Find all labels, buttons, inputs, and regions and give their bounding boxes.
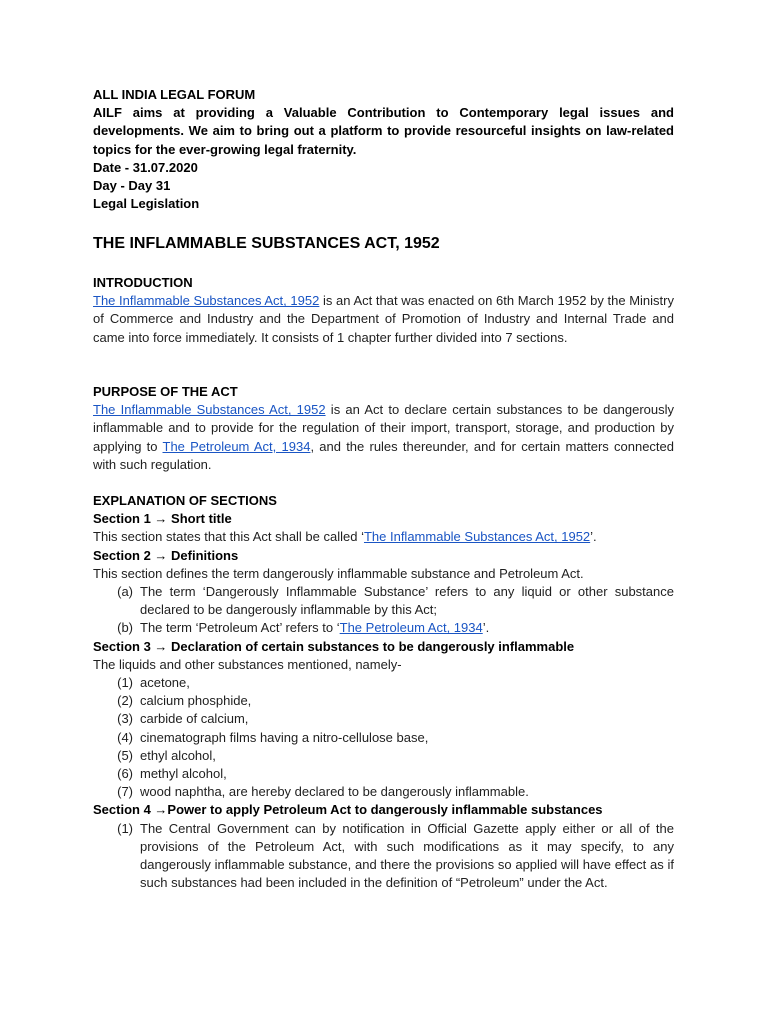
list-label: (1): [117, 675, 133, 691]
section-1-title: Section 1 → Short title: [93, 511, 232, 527]
purpose-heading: PURPOSE OF THE ACT: [93, 384, 238, 399]
page-title: THE INFLAMMABLE SUBSTANCES ACT, 1952: [93, 235, 440, 252]
petroleum-act-link[interactable]: The Petroleum Act, 1934: [339, 620, 483, 636]
purpose-section: [93, 383, 674, 474]
list-item: [93, 674, 674, 692]
list-label: (a): [117, 584, 133, 600]
petroleum-act-link[interactable]: The Petroleum Act, 1934: [162, 438, 311, 454]
list-item: [93, 619, 674, 637]
list-text: cinematograph films having a nitro-cellulose base,: [140, 729, 429, 745]
category-line: Legal Legislation: [93, 196, 200, 212]
section-1-text: This section states that this Act shall be called ‘The Inflammable Substances Act, 1952’.: [93, 529, 597, 545]
intro-heading: INTRODUCTION: [93, 275, 193, 290]
list-item: [93, 692, 674, 710]
list-text: wood naphtha, are hereby declared to be dangerously inflammable.: [140, 784, 529, 800]
section-4-title: Section 4 →Power to apply Petroleum Act to dangerously inflammable substances: [93, 802, 603, 818]
mission-statement: AILF aims at providing a Valuable Contribution to Contemporary legal issues and developments. We aim to bring out a platform to provide resourceful insights on law-related topics for the ever-growing legal fraternity.: [93, 105, 674, 157]
sections-heading: EXPLANATION OF SECTIONS: [93, 493, 277, 508]
list-item: [93, 783, 674, 801]
list-text: The term ‘Petroleum Act’ refers to ‘The Petroleum Act, 1934’.: [140, 620, 490, 636]
section-3-title: Section 3 → Declaration of certain substances to be dangerously inflammable: [93, 638, 575, 654]
list-item: [93, 710, 674, 728]
list-item: [93, 747, 674, 765]
act-1952-link[interactable]: The Inflammable Substances Act, 1952: [93, 293, 320, 309]
list-item: [93, 765, 674, 783]
day-line: Day - Day 31: [93, 178, 171, 194]
section-2-title: Section 2 → Definitions: [93, 547, 239, 563]
list-item: [93, 820, 674, 893]
sections-block: [93, 492, 674, 892]
list-text: carbide of calcium,: [140, 711, 249, 727]
list-label: (6): [117, 766, 133, 782]
list-label: (7): [117, 784, 133, 800]
list-label: (1): [117, 820, 133, 836]
list-label: (b): [117, 620, 133, 636]
list-text: The Central Government can by notification in Official Gazette apply either or all of the provisions of the Petroleum Act, with such modifications as it may specify, to any dangerously inflammable substance, and there the provisions so applied will have effect as if such substances had been included in the definition of “Petroleum” under the Act.: [140, 820, 674, 891]
org-name: ALL INDIA LEGAL FORUM: [93, 87, 256, 102]
list-text: calcium phosphide,: [140, 693, 252, 709]
list-text: methyl alcohol,: [140, 766, 227, 782]
act-1952-link[interactable]: The Inflammable Substances Act, 1952: [363, 529, 591, 545]
section-3-text: The liquids and other substances mentioned, namely-: [93, 656, 402, 672]
intro-paragraph: The Inflammable Substances Act, 1952 is an Act that was enacted on 6th March 1952 by the Ministry of Commerce and Industry and the Department of Promotion of Industry and Internal Trade and came into force immediately. It consists of 1 chapter further divided into 7 sections.: [93, 293, 674, 345]
list-text: ethyl alcohol,: [140, 747, 216, 763]
list-label: (3): [117, 711, 133, 727]
act-1952-link[interactable]: The Inflammable Substances Act, 1952: [93, 402, 326, 418]
header-block: [93, 86, 674, 213]
date-line: Date - 31.07.2020: [93, 159, 198, 175]
list-item: [93, 583, 674, 619]
list-label: (2): [117, 693, 133, 709]
section-2-text: This section defines the term dangerously inflammable substance and Petroleum Act.: [93, 565, 584, 581]
list-text: acetone,: [140, 675, 190, 691]
list-item: [93, 729, 674, 747]
list-text: The term ‘Dangerously Inflammable Substance’ refers to any liquid or other substance declared to be dangerously inflammable by this Act;: [140, 584, 674, 618]
list-label: (4): [117, 729, 133, 745]
intro-section: [93, 274, 674, 347]
purpose-paragraph: The Inflammable Substances Act, 1952 is an Act to declare certain substances to be dangerously inflammable and to provide for the regulation of their import, transport, storage, and production by applying to The Petroleum Act, 1934, and the rules thereunder, and for certain matters connected with such regulation.: [93, 402, 675, 472]
list-label: (5): [117, 747, 133, 763]
